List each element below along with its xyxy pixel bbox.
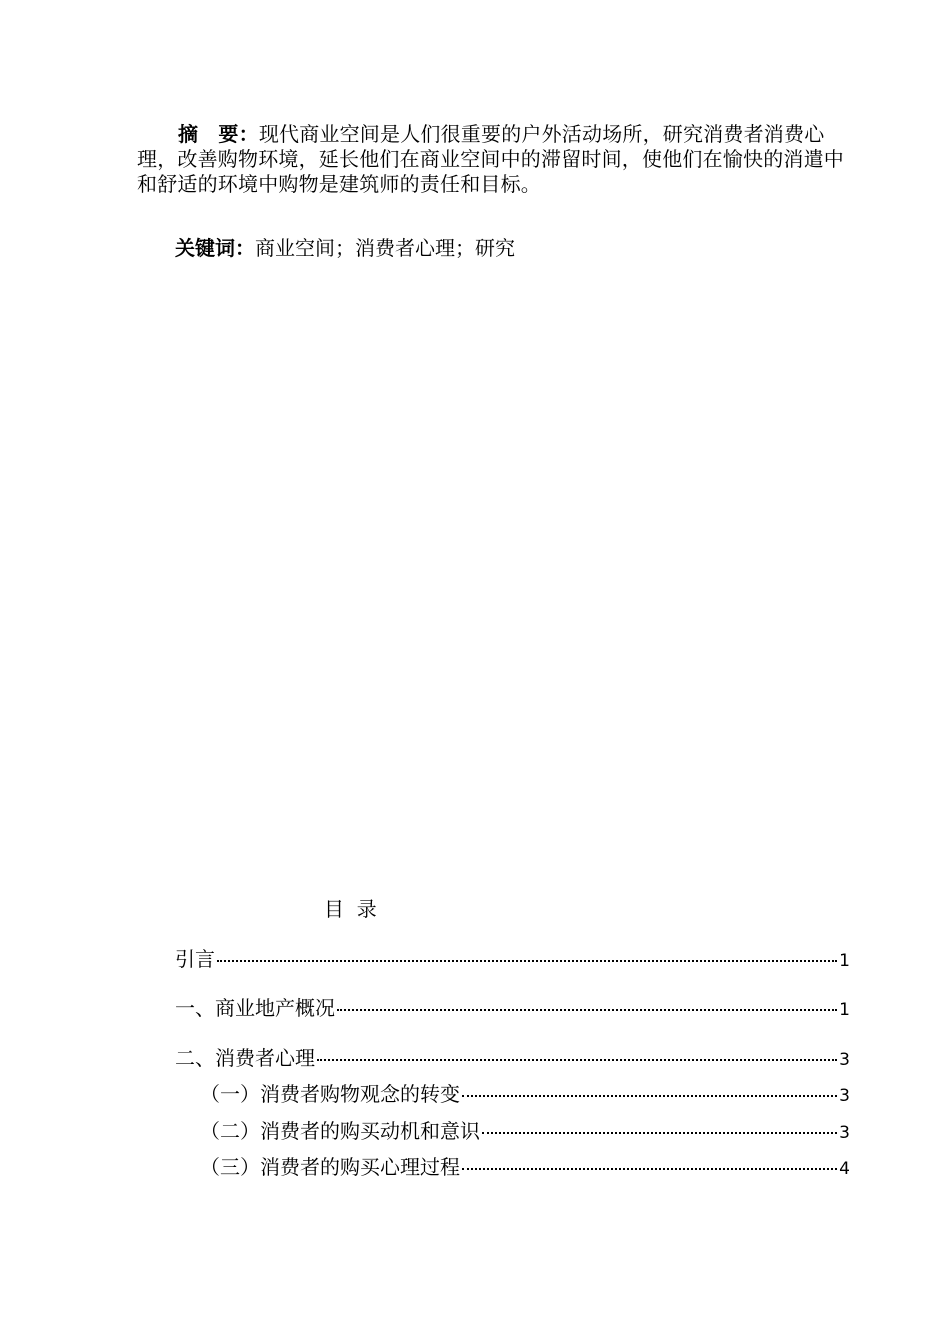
toc-leader bbox=[462, 1095, 837, 1097]
toc-leader bbox=[217, 960, 837, 962]
toc-entry[interactable] bbox=[200, 1081, 850, 1109]
keywords-label: 关键词： bbox=[175, 236, 255, 260]
toc-page-number: 3 bbox=[839, 1086, 850, 1106]
toc-entry-text: 一、商业地产概况 bbox=[175, 996, 335, 1020]
toc-entry[interactable] bbox=[200, 1154, 850, 1182]
toc-entry-text: （二）消费者的购买动机和意识 bbox=[200, 1119, 480, 1143]
toc-entry-text: （三）消费者的购买心理过程 bbox=[200, 1155, 460, 1179]
toc-page-number: 1 bbox=[839, 951, 850, 971]
toc-page-number: 3 bbox=[839, 1123, 850, 1143]
toc-entry-text: 引言 bbox=[175, 947, 215, 971]
toc-leader bbox=[462, 1168, 837, 1170]
keywords-paragraph bbox=[175, 235, 515, 261]
toc-title: 目 录 bbox=[324, 897, 377, 921]
toc-page-number: 4 bbox=[839, 1159, 850, 1179]
toc-entry[interactable] bbox=[175, 995, 850, 1023]
keywords-text: 商业空间；消费者心理；研究 bbox=[255, 236, 515, 260]
toc-leader bbox=[482, 1132, 837, 1134]
toc-entry[interactable] bbox=[175, 946, 850, 974]
abstract-label: 摘 要： bbox=[178, 122, 259, 146]
toc-entry-text: 二、消费者心理 bbox=[175, 1046, 315, 1070]
toc-page-number: 3 bbox=[839, 1050, 850, 1070]
toc-entry-text: （一）消费者购物观念的转变 bbox=[200, 1082, 460, 1106]
toc-page-number: 1 bbox=[839, 1000, 850, 1020]
toc-leader bbox=[317, 1059, 837, 1061]
abstract-paragraph bbox=[137, 122, 857, 197]
toc-leader bbox=[337, 1009, 837, 1011]
abstract-text: 现代商业空间是人们很重要的户外活动场所，研究消费者消费心理，改善购物环境，延长他们在商业空间中的滞留时间，使他们在愉快的消遣中和舒适的环境中购物是建筑师的责任和目标。 bbox=[137, 122, 844, 196]
toc-entry[interactable] bbox=[175, 1045, 850, 1073]
toc-entry[interactable] bbox=[200, 1118, 850, 1146]
